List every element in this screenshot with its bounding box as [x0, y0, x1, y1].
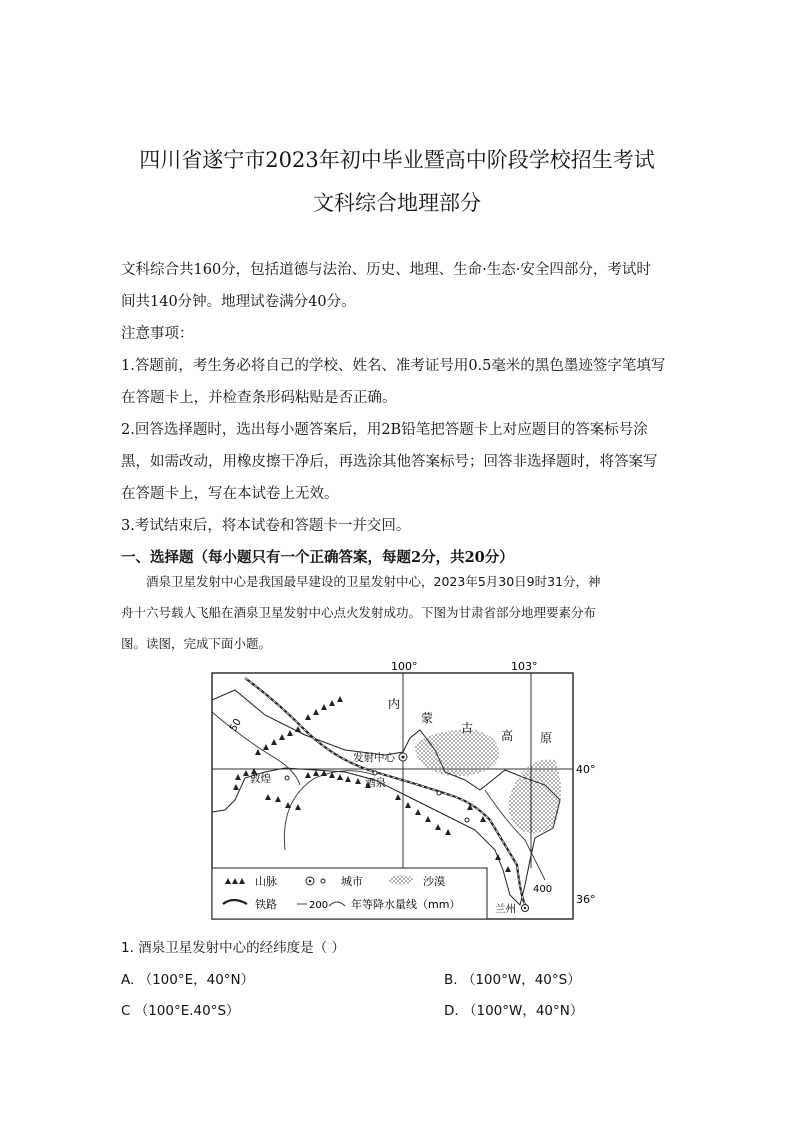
- note-1: 1.答题前，考生务必将自己的学校、姓名、准考证号用0.5毫米的黑色墨迹签字笔填写: [121, 358, 666, 374]
- legend-city-label: 城市: [341, 875, 363, 888]
- region-char-gao: 高: [501, 729, 514, 743]
- note-3: 3.考试结束后，将本试卷和答题卡一并交回。: [121, 518, 411, 534]
- lat-36-label: 36°: [576, 893, 596, 906]
- option-c[interactable]: C （100°E.40°S）: [121, 1003, 240, 1019]
- passage-line: 酒泉卫星发射中心是我国最早建设的卫星发射中心，2023年5月30日9时31分，神: [146, 574, 601, 589]
- note-2: 2.回答选择题时，选出每小题答案后，用2B铅笔把答题卡上对应题目的答案标号涂: [121, 422, 648, 438]
- passage-cont: [121, 597, 681, 659]
- lanzhou-label: 兰州: [495, 903, 516, 915]
- passage: [121, 566, 681, 597]
- launch-center-dot: [402, 756, 405, 759]
- isohyet-400-label: 400: [533, 884, 553, 895]
- dunhuang-label: 敦煌: [250, 773, 271, 785]
- lat-40-label: 40°: [576, 763, 596, 776]
- dunhuang-marker: [285, 776, 289, 780]
- isohyet-50-label: 50: [228, 716, 244, 734]
- legend-city-dot: [309, 880, 312, 883]
- question-1-stem: 1. 酒泉卫星发射中心的经纬度是（ ）: [121, 940, 345, 956]
- note-2-cont: 黑，如需改动，用橡皮擦干净后，再选涂其他答案标号；回答非选择题时，将答案写: [121, 454, 658, 470]
- section-heading: 一、选择题（每小题只有一个正确答案，每题2分，共20分）: [121, 549, 514, 566]
- option-a[interactable]: A. （100°E，40°N）: [121, 972, 255, 988]
- notes-heading: 注意事项：: [121, 326, 194, 342]
- region-char-yuan: 原: [540, 731, 553, 745]
- legend-isohyet-value: 200: [309, 900, 329, 911]
- intro: [121, 254, 681, 574]
- lanzhou-dot: [524, 907, 526, 909]
- jiuquan-label: 酒泉: [365, 777, 386, 789]
- legend-desert-icon: [389, 875, 413, 885]
- note-1-cont: 在答题卡上，并检查条形码粘贴是否正确。: [121, 390, 397, 406]
- option-d[interactable]: D. （100°W，40°N）: [444, 1003, 584, 1019]
- zhangye-marker: [437, 791, 441, 795]
- region-char-gu: 古: [461, 721, 474, 735]
- paper-subtitle: 文科综合地理部分: [313, 191, 481, 215]
- legend-isohyet-label: 年等降水量线（mm）: [351, 898, 461, 911]
- lon-103-label: 103°: [511, 660, 538, 673]
- legend-desert-label: 沙漠: [423, 875, 445, 888]
- paper-title: 四川省遂宁市2023年初中毕业暨高中阶段学校招生考试: [139, 148, 655, 172]
- legend-mountain-label: 山脉: [255, 875, 277, 888]
- legend-mountain-icon: [225, 878, 245, 884]
- option-b[interactable]: B. （100°W，40°S）: [444, 972, 581, 988]
- launch-center-label: 发射中心: [353, 752, 395, 764]
- intro-line: 间共140分钟。地理试卷满分40分。: [121, 294, 356, 310]
- intro-line: 文科综合共160分，包括道德与法治、历史、地理、生命·生态·安全四部分，考试时: [121, 262, 651, 278]
- passage-line: 图。读图，完成下面小题。: [121, 636, 272, 651]
- gansu-map: [205, 660, 605, 922]
- note-2-cont: 在答题卡上，写在本试卷上无效。: [121, 486, 339, 502]
- region-char-nei: 内: [388, 697, 401, 711]
- legend-railway-label: 铁路: [255, 898, 277, 911]
- map-svg: [205, 660, 605, 922]
- legend-city-small: [321, 879, 325, 883]
- jiuquan-marker: [373, 771, 377, 775]
- lon-100-label: 100°: [391, 660, 418, 673]
- passage-line: 舟十六号载人飞船在酒泉卫星发射中心点火发射成功。下图为甘肃省部分地理要素分布: [121, 605, 597, 620]
- wuwei-marker: [465, 818, 469, 822]
- region-char-meng: 蒙: [421, 711, 434, 725]
